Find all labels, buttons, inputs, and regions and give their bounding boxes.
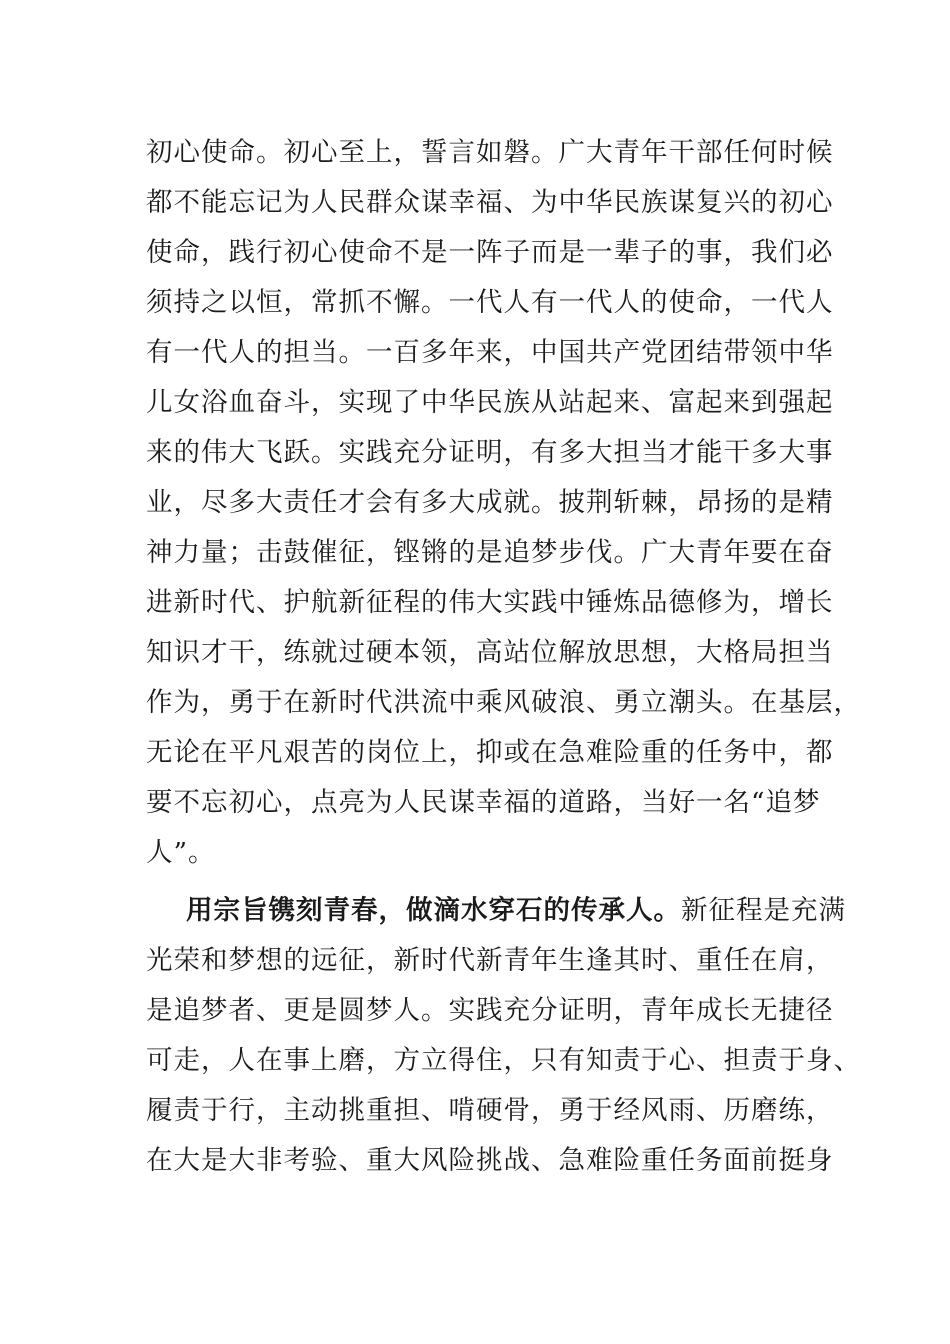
paragraph-line: 要不忘初心，点亮为人民谋幸福的道路，当好一名“追梦: [146, 787, 821, 818]
paragraph-line: 初心使命。初心至上，誓言如磐。广大青年干部任何时候: [146, 137, 834, 168]
paragraph-line: 儿女浴血奋斗，实现了中华民族从站起来、富起来到强起: [146, 387, 834, 418]
paragraph-line: 有一代人的担当。一百多年来，中国共产党团结带领中华: [146, 337, 834, 368]
paragraph-line: 来的伟大飞跃。实践充分证明，有多大担当才能干多大事: [146, 437, 834, 468]
paragraph-line: 知识才干，练就过硬本领，高站位解放思想，大格局担当: [146, 637, 834, 668]
section-heading: 用宗旨镌刻青春，做滴水穿石的传承人。: [186, 895, 681, 926]
paragraph-2: [146, 886, 861, 1186]
paragraph-line: 无论在平凡艰苦的岗位上，抑或在急难险重的任务中，都: [146, 737, 834, 768]
paragraph-line: 可走，人在事上磨，方立得住，只有知责于心、担责于身、: [146, 1045, 861, 1076]
paragraph-line: 进新时代、护航新征程的伟大实践中锤炼品德修为，增长: [146, 587, 834, 618]
paragraph-line: 须持之以恒，常抓不懈。一代人有一代人的使命，一代人: [146, 287, 834, 318]
paragraph-line: 使命，践行初心使命不是一阵子而是一辈子的事，我们必: [146, 237, 834, 268]
paragraph-first-line: [146, 886, 846, 936]
paragraph-line: 业，尽多大责任才会有多大成就。披荆斩棘，昂扬的是精: [146, 487, 834, 518]
paragraph-text: 新征程是充满: [681, 895, 846, 926]
paragraph-line: 是追梦者、更是圆梦人。实践充分证明，青年成长无捷径: [146, 995, 834, 1026]
paragraph-line: 光荣和梦想的远征，新时代新青年生逢其时、重任在肩，: [146, 945, 834, 976]
paragraph-line: 人”。: [146, 837, 216, 868]
paragraph-line: 在大是大非考验、重大风险挑战、急难险重任务面前挺身: [146, 1145, 834, 1176]
paragraph-line: 履责于行，主动挑重担、啃硬骨，勇于经风雨、历磨练，: [146, 1095, 834, 1126]
paragraph-line: 神力量；击鼓催征，铿锵的是追梦步伐。广大青年要在奋: [146, 537, 834, 568]
paragraph-line: 作为，勇于在新时代洪流中乘风破浪、勇立潮头。在基层，: [146, 687, 861, 718]
paragraph-line: 都不能忘记为人民群众谋幸福、为中华民族谋复兴的初心: [146, 187, 834, 218]
paragraph-1: [146, 128, 861, 878]
